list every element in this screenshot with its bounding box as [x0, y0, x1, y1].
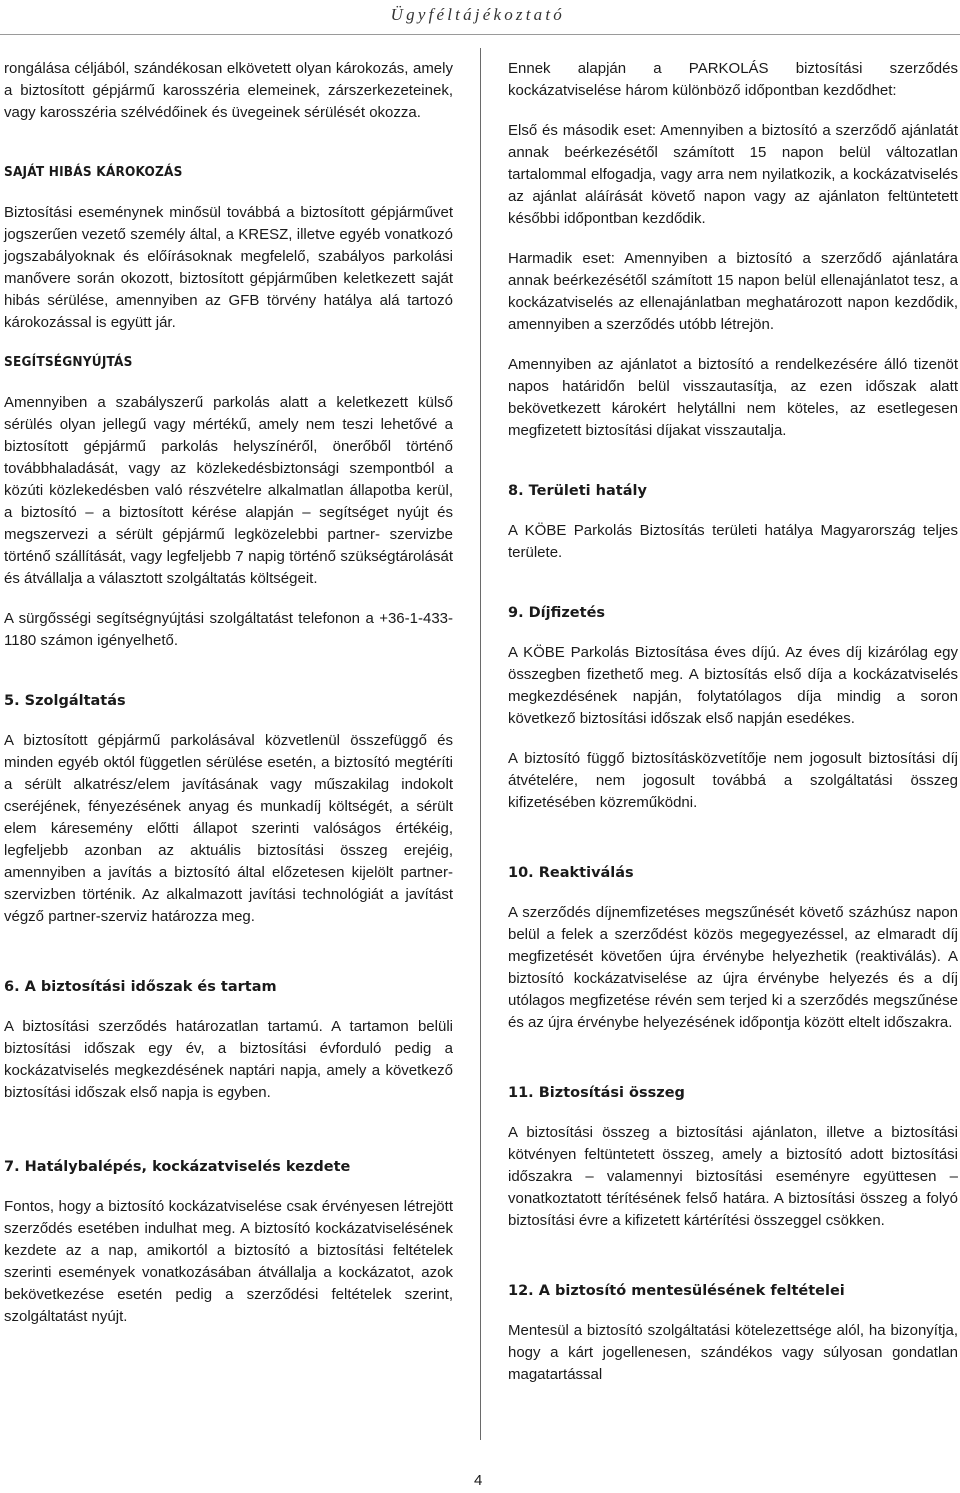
heading-mentesules: 12. A biztosító mentesülésének feltételei	[508, 1283, 845, 1299]
paragraph-dijfizetes: A KÖBE Parkolás Biztosítása éves díjú. Az éves díj kizárólag egy összegben fizethető meg. A biztosítás első díja a kockázatviselés megkezdésének napján, folytatólagos díja mindig a soron következő biztosítási időszak első napján esedékes.	[508, 644, 958, 727]
heading-szolgaltatas: 5. Szolgáltatás	[4, 693, 126, 709]
heading-reaktivalas: 10. Reaktiválás	[508, 865, 634, 881]
paragraph-biztositasi-idoszak: A biztosítási szerződés határozatlan tartamú. A tartamon belüli biztosítási időszak egy év, a biztosítási évforduló pedig a kockázatviselés megkezdésének naptári napja, amely a következő biztosítási időszak első napja is egyben.	[4, 1018, 453, 1101]
paragraph-sajat-hibas: Biztosítási eseménynek minősül továbbá a biztosított gépjárművet jogszerűen vezető személy által, a KRESZ, illetve egyéb vonatkozó jogszabályoknak és előírásoknak megfelelő, szabályos parkolási manővere során okozott, biztosított gépjárműben keletkezett saját hibás sérülése, amennyiben az GFB törvény hatálya alá tartozó károkozással is együtt jár.	[4, 204, 453, 331]
heading-hatalybalepes: 7. Hatálybalépés, kockázatviselés kezdete	[4, 1159, 351, 1175]
paragraph-segitsegnyujtas: Amennyiben a szabályszerű parkolás alatt a keletkezett külső sérülés olyan jellegű vagy mértékű, amely nem teszi lehetővé a biztosított gépjármű parkolás helyszínéről, önerőből történő továbbhaladását, vagy az közlekedésbiztonsági szempontból a közúti közlekedésben való részvételre alkalmatlan állapotba kerül, a biztosító – a biztosított kérése alapján – segítséget nyújt és megszervezi a sérült gépjármű legközelebbi partner- szervizbe történő szállítását, vagy legfeljebb 7 napig történő szükségtárolását és átvállalja a választott szolgáltatás költségeit.	[4, 394, 453, 587]
paragraph-szolgaltatas: A biztosított gépjármű parkolásával közvetlenül összefüggő és minden egyéb októl független sérülése esetén, a biztosító megtéríti a sérült alkatrész/elem javításának vagy műszakilag indokolt cseréjének, fényezésének anyag és munkadíj költségét, a sérült elem káresemény előtti állapot szerinti valóságos értékéig, legfeljebb azonban az aktuális biztosítási összeg erejéig, amennyiben a javítás a biztosító által előzetesen kijelölt partner-szervizben történik. Az alkalmazott javítási technológiát a javítást végző partner-szerviz határozza meg.	[4, 732, 453, 925]
heading-segitsegnyujtas: SEGÍTSÉGNYÚJTÁS	[4, 354, 133, 370]
paragraph-hatalybalepes: Fontos, hogy a biztosító kockázatviselése csak érvényesen létrejött szerződés esetében indulhat meg. A biztosító kockázatviselésének kezdete az a nap, amikortól a biztosító a biztosítási feltételek szerinti események vonatkozásában átvállalja a kockázatot, azok bekövetkezése esetén pedig a szerződési feltételek szerint, szolgáltatást nyújt.	[4, 1198, 453, 1325]
paragraph-kozvetito: A biztosító függő biztosításközvetítője nem jogosult biztosítási díj átvételére, nem jogosult továbbá a szolgáltatási összeg kifizetésében közreműködni.	[508, 750, 958, 811]
paragraph-telefon: A sürgősségi segítségnyújtási szolgáltatást telefonon a +36-1-433-1180 számon igényelhető.	[4, 610, 453, 649]
heading-teruleti-hataly: 8. Területi hatály	[508, 483, 647, 499]
header-title: Ügyféltájékoztató	[390, 5, 565, 24]
heading-biztositasi-osszeg: 11. Biztosítási összeg	[508, 1085, 685, 1101]
right-column	[508, 48, 958, 1404]
heading-dijfizetes: 9. Díjfizetés	[508, 605, 606, 621]
page-number: 4	[474, 1472, 483, 1489]
paragraph-visszautasitas: Amennyiben az ajánlatot a biztosító a rendelkezésére álló tizenöt napos határidőn belül visszautasítja, az ezen időszak alatt bekövetkezett károkért helytállni nem köteles, az esetlegesen megfizetett biztosítási díjakat visszautalja.	[508, 356, 958, 439]
left-column	[4, 48, 453, 1346]
column-divider	[480, 48, 481, 1440]
heading-sajat-hibas: SAJÁT HIBÁS KÁROKOZÁS	[4, 164, 183, 180]
paragraph-elso-masodik-eset: Első és második eset: Amennyiben a biztosító a szerződő ajánlatát annak beérkezésétől számított 15 napon belül változatlan tartalommal elfogadja, vagy arra nem nyilatkozik, a kockázatviselés az ajánlat aláírását követő napon vagy az ajánlaton feltüntetett későbbi időpontban kezdődik.	[508, 122, 958, 227]
paragraph-reaktivalas: A szerződés díjnemfizetéses megszűnését követő százhúsz napon belül a felek a szerződést közös megegyezéssel, az elmaradt díj megfizetését követően újra érvénybe helyezhetik (reaktiválás). A biztosító kockázatviselése az újra érvénybe helyezés és a díj utólagos megfizetése révén sem terjed ki a szerződés megszűnése és az újra érvénybe helyezésének időpontja között eltelt időszakra.	[508, 904, 958, 1031]
paragraph-harmadik-eset: Harmadik eset: Amennyiben a biztosító a szerződő ajánlatára annak beérkezésétől számított 15 napon belül ellenajánlatot tesz, a kockázatviselés az ellenajánlatban meghatározott napon kezdődik, amennyiben a szerződés utóbb létrejön.	[508, 250, 958, 333]
heading-biztositasi-idoszak: 6. A biztosítási időszak és tartam	[4, 979, 277, 995]
paragraph-kockazatviseles-kezdete: Ennek alapján a PARKOLÁS biztosítási szerződés kockázatviselése három különböző időpontban kezdődhet:	[508, 60, 958, 99]
paragraph-mentesules: Mentesül a biztosító szolgáltatási kötelezettsége alól, ha bizonyítja, hogy a kárt jogellenesen, szándékos vagy súlyosan gondatlan magatartással	[508, 1322, 958, 1383]
paragraph-intro: rongálása céljából, szándékosan elkövetett olyan károkozás, amely a biztosított gépjármű karosszéria elemeinek, zárszerkezeteinek, vagy karosszéria szélvédőinek és üvegeinek sérülését okozza.	[4, 60, 453, 121]
page-header	[0, 0, 960, 35]
paragraph-teruleti-hataly: A KÖBE Parkolás Biztosítás területi hatálya Magyarország teljes területe.	[508, 522, 958, 561]
paragraph-biztositasi-osszeg: A biztosítási összeg a biztosítási ajánlaton, illetve a biztosítási kötvényen feltüntetett összeg, amely a biztosító adott biztosítási időszakra – valamennyi biztosítási eseményre együttesen – vonatkoztatott térítésének felső határa. A biztosítási összeg a folyó biztosítási évre a kifizetett kártérítési összeggel csökken.	[508, 1124, 958, 1229]
